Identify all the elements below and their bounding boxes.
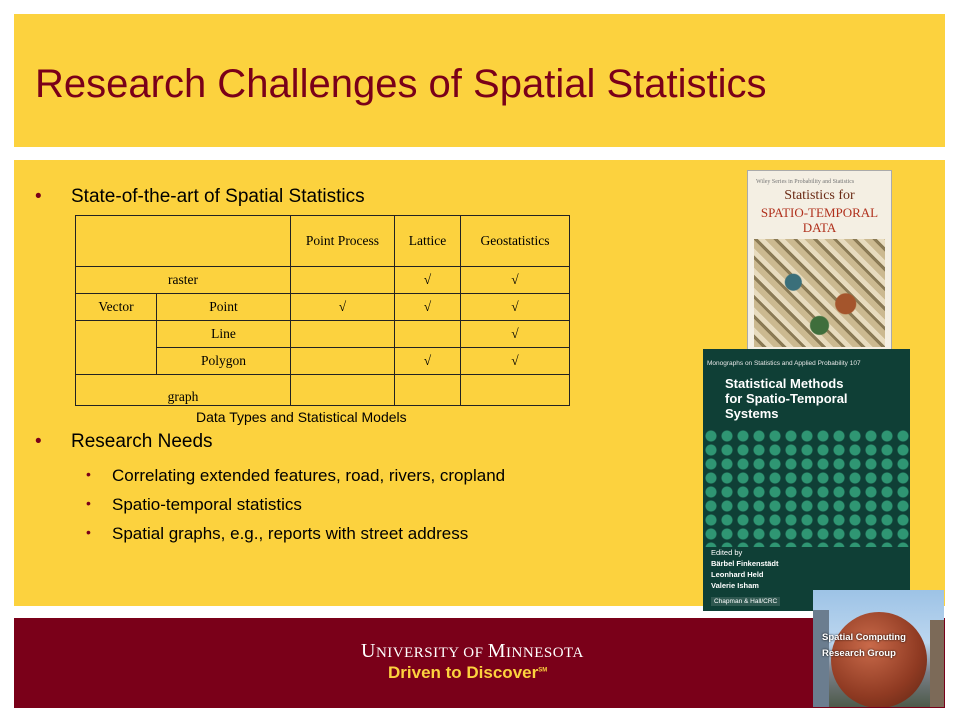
table-header-lattice: Lattice	[395, 216, 461, 267]
table-header-empty	[76, 216, 291, 267]
wordmark-rest2: INNESOTA	[506, 645, 584, 661]
cell-raster-point-process	[291, 267, 395, 294]
cell-point-point-process: √	[291, 294, 395, 321]
data-types-table	[75, 215, 570, 406]
table-header-row	[76, 216, 570, 267]
table-row	[76, 321, 570, 348]
bullet-state-of-art	[35, 186, 365, 208]
cell-raster-geostatistics: √	[461, 267, 570, 294]
footer-tagline	[388, 663, 547, 683]
slide-title: Research Challenges of Spatial Statistics	[35, 62, 767, 106]
book1-cover-art	[754, 239, 885, 347]
book2-cover-dots	[703, 429, 910, 547]
book2-series: Monographs on Statistics and Applied Probability 107	[707, 360, 861, 367]
sub-bullet-dot: •	[86, 466, 91, 482]
table-row	[76, 294, 570, 321]
bullet-dot: •	[35, 186, 42, 207]
book-cover-statistics-spatio-temporal	[747, 170, 892, 352]
tagline-text: Driven to Discover	[388, 663, 539, 682]
tagline-service-mark: SM	[538, 667, 548, 674]
row-vector-span	[76, 321, 157, 375]
cell-polygon-point-process	[291, 348, 395, 375]
book2-editor: Leonhard Held	[711, 570, 764, 579]
cell-line-geostatistics: √	[461, 321, 570, 348]
book2-editor: Valerie Isham	[711, 581, 759, 590]
table-header-point-process: Point Process	[291, 216, 395, 267]
sub-bullet	[86, 495, 302, 515]
cell-graph-lattice	[395, 375, 461, 406]
row-label-line: Line	[157, 321, 291, 348]
book1-series: Wiley Series in Probability and Statistics	[756, 179, 855, 185]
table-caption: Data Types and Statistical Models	[196, 409, 407, 425]
cell-polygon-lattice: √	[395, 348, 461, 375]
row-label-graph: graph	[76, 375, 291, 406]
book2-title-line1: Statistical Methods	[725, 376, 844, 391]
cell-graph-geostatistics	[461, 375, 570, 406]
row-label-raster: raster	[76, 267, 291, 294]
table-row	[76, 267, 570, 294]
table-row	[76, 375, 570, 406]
logo-line1: Spatial Computing	[822, 632, 906, 643]
sub-bullet-text: Spatial graphs, e.g., reports with street address	[112, 524, 469, 543]
cell-line-point-process	[291, 321, 395, 348]
bullet-text: Research Needs	[71, 431, 213, 452]
bullet-research-needs	[35, 431, 213, 453]
row-label-point: Point	[157, 294, 291, 321]
logo-building	[930, 620, 944, 707]
book2-title	[725, 376, 848, 421]
cell-raster-lattice: √	[395, 267, 461, 294]
book1-title-line3: DATA	[802, 220, 837, 235]
sub-bullet	[86, 466, 506, 486]
book2-edited-by: Edited by	[711, 548, 743, 557]
book2-publisher: Chapman & Hall/CRC	[711, 597, 780, 606]
row-label-vector: Vector	[76, 294, 157, 321]
sub-bullet-text: Correlating extended features, road, rivers, cropland	[112, 466, 506, 485]
logo-label	[822, 630, 906, 662]
book2-title-line3: Systems	[725, 406, 779, 421]
wordmark-m: M	[487, 640, 507, 662]
bullet-text: State-of-the-art of Spatial Statistics	[71, 186, 365, 207]
cell-line-lattice	[395, 321, 461, 348]
university-wordmark	[361, 640, 584, 663]
cell-graph-point-process	[291, 375, 395, 406]
sub-bullet	[86, 524, 469, 544]
book1-title	[748, 205, 891, 235]
logo-line2: Research Group	[822, 648, 896, 659]
wordmark-rest1: NIVERSITY OF	[375, 645, 488, 661]
book1-title-line2: SPATIO-TEMPORAL	[760, 205, 879, 220]
book2-editors	[711, 547, 779, 591]
sub-bullet-dot: •	[86, 524, 91, 540]
book-cover-statistical-methods	[703, 349, 910, 611]
cell-point-geostatistics: √	[461, 294, 570, 321]
cell-polygon-geostatistics: √	[461, 348, 570, 375]
sub-bullet-dot: •	[86, 495, 91, 511]
wordmark-u: U	[361, 640, 376, 662]
book2-editor: Bärbel Finkenstädt	[711, 559, 779, 568]
table-header-geostatistics: Geostatistics	[461, 216, 570, 267]
book2-title-line2: for Spatio-Temporal	[725, 391, 848, 406]
row-label-polygon: Polygon	[157, 348, 291, 375]
sub-bullet-text: Spatio-temporal statistics	[112, 495, 302, 514]
bullet-dot: •	[35, 431, 42, 452]
book1-title-line1: Statistics for	[784, 188, 855, 203]
cell-point-lattice: √	[395, 294, 461, 321]
spatial-computing-logo	[813, 590, 944, 707]
